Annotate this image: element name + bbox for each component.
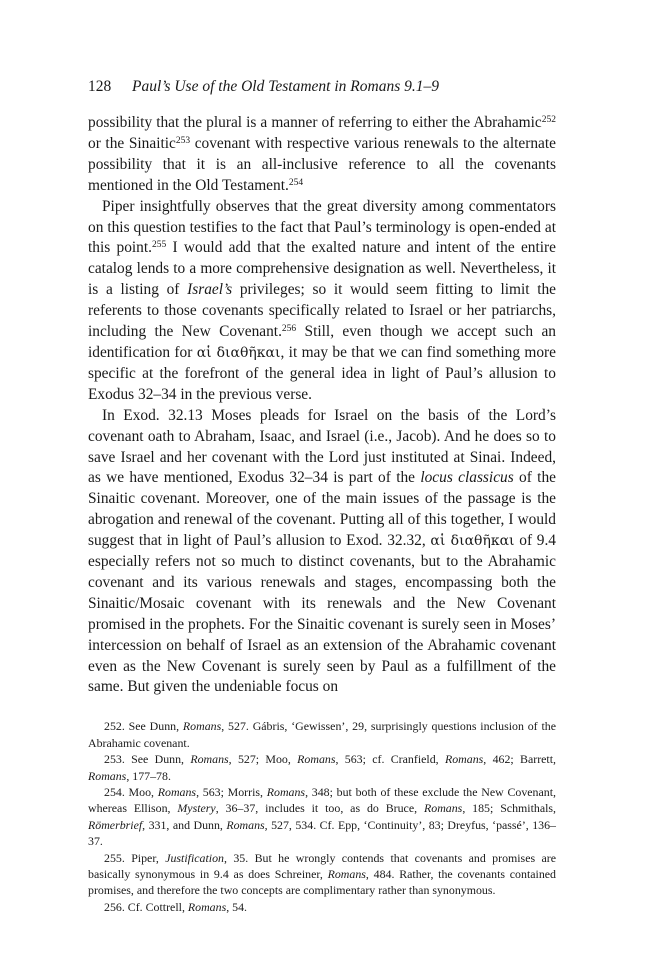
footnote-ref-252[interactable]: 252 bbox=[541, 115, 556, 125]
paragraph-2: Piper insightfully observes that the great diversity among commentators on this question testifies to the fact that Paul’s terminology is open-ended at this point.$^{255}$ I would add that the exalted nature and intent of the entire catalog lends to a more comprehensive designation as well. Nevertheless, it is a listing of Israel’s privileges; so it would seem fitting to limit the referents to those covenants specifically related to Israel or her patriarchs, including the New Covenant.$^{256}$ Still, even though we accept such an identification for αἱ διαθῆκαι, it may be that we can find something more specific at the forefront of the general idea in light of Paul’s allusion to Exodus 32–34 in the previous verse. bbox=[88, 197, 556, 403]
running-header bbox=[88, 78, 556, 96]
greek-text: αἱ διαθῆκαι bbox=[196, 344, 281, 361]
greek-text: αἱ διαθῆκαι bbox=[430, 533, 515, 550]
footnote-252: 252. See Dunn, Romans, 527. Gábris, ‘Gewissen’, 29, surprisingly questions inclusion of the Abrahamic covenant. bbox=[88, 719, 556, 750]
footnote-ref-255[interactable]: 255 bbox=[152, 240, 167, 251]
page-number: 128 bbox=[88, 78, 112, 95]
footnote-ref-253[interactable]: 253 bbox=[175, 135, 191, 146]
paragraph-3: In Exod. 32.13 Moses pleads for Israel on the basis of the Lord’s covenant oath to Abraham, Isaac, and Israel (i.e., Jacob). And he does so to save Israel and her covenant with the Lord just instituted at Sinai. Indeed, as we have mentioned, Exodus 32–34 is part of the locus classicus of the Sinaitic covenant. Moreover, one of the main issues of the passage is the abrogation and renewal of the covenant. Putting all of this together, I would suggest that in light of Paul’s allusion to Exod. 32.32, αἱ διαθῆκαι of 9.4 especially refers not so much to distinct covenants, but to the Abrahamic covenant and its various renewals and stages, encompassing both the Sinaitic/Mosaic covenant with its renewals and the New Covenant promised in the prophets. For the Sinaitic covenant is surely seen in Moses’ intercession on behalf of Israel as an extension of the Abrahamic covenant even as the New Covenant is surely seen by Paul as a fulfillment of the same. But given the undeniable focus on bbox=[88, 406, 557, 696]
footnote-255: 255. Piper, Justification, 35. But he wrongly contends that covenants and promises are basically synonymous in 9.4 as does Schreiner, Romans, 484. Rather, the covenants contained promises, and therefore the two concepts are complimentary rather than synonymous. bbox=[88, 850, 556, 898]
running-title: Paul’s Use of the Old Testament in Romans 9.1–9 bbox=[132, 78, 439, 95]
footnote-256: 256. Cf. Cottrell, Romans, 54. bbox=[104, 899, 248, 914]
book-page bbox=[88, 78, 556, 915]
paragraph-1: possibility that the plural is a manner of referring to either the Abrahamic$^{252}$ or the Sinaitic$^{253}$ covenant with respective various renewals to the alternate possibility that it is an all-inclusive reference to all the covenants mentioned in the Old Testament.$^{254}$ bbox=[88, 114, 556, 194]
footnote-253: 253. See Dunn, Romans, 527; Moo, Romans, 563; cf. Cranfield, Romans, 462; Barrett, Romans, 177–78. bbox=[88, 752, 557, 783]
body-text bbox=[88, 113, 556, 698]
footnote-254: 254. Moo, Romans, 563; Morris, Romans, 348; but both of these exclude the New Covenant, whereas Ellison, Mystery, 36–37, includes it too, as do Bruce, Romans, 185; Schmithals, Römerbrief, 331, and Dunn, Romans, 527, 534. Cf. Epp, ‘Continuity’, 83; Dreyfus, ‘passé’, 136–37. bbox=[88, 785, 557, 849]
footnote-ref-254[interactable]: 254 bbox=[288, 177, 304, 188]
footnotes bbox=[88, 718, 556, 915]
footnote-ref-256[interactable]: 256 bbox=[281, 324, 297, 335]
